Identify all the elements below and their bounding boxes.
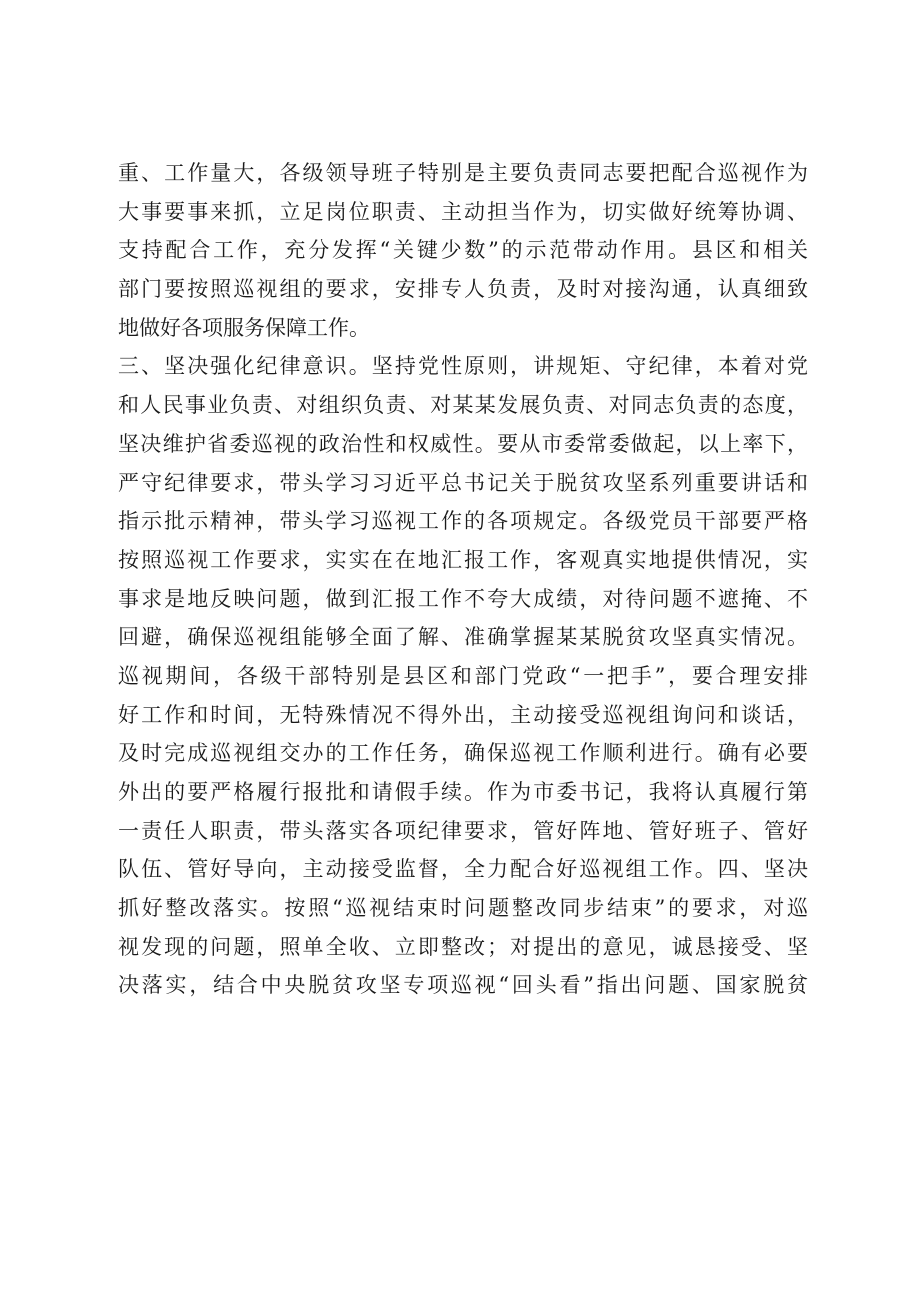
text-line: 支持配合工作，充分发挥“关键少数”的示范带动作用。县区和相关 bbox=[118, 238, 808, 263]
text-line: 及时完成巡视组交办的工作任务，确保巡视工作顺利进行。确有必要 bbox=[118, 741, 808, 766]
body-text bbox=[118, 154, 808, 1005]
text-line: 大事要事来抓，立足岗位职责、主动担当作为，切实做好统筹协调、 bbox=[118, 199, 808, 224]
text-line: 一责任人职责，带头落实各项纪律要求，管好阵地、管好班子、管好 bbox=[118, 818, 808, 843]
text-line: 地做好各项服务保障工作。 bbox=[118, 315, 370, 340]
text-line: 坚决维护省委巡视的政治性和权威性。要从市委常委做起，以上率下， bbox=[118, 431, 808, 456]
text-line: 巡视期间，各级干部特别是县区和部门党政“一把手”，要合理安排 bbox=[118, 663, 808, 688]
text-line: 指示批示精神，带头学习巡视工作的各项规定。各级党员干部要严格 bbox=[118, 509, 808, 534]
text-line: 回避，确保巡视组能够全面了解、准确掌握某某脱贫攻坚真实情况。 bbox=[118, 625, 808, 650]
text-line: 视发现的问题，照单全收、立即整改；对提出的意见，诚恳接受、坚 bbox=[118, 934, 808, 959]
text-line: 三、坚决强化纪律意识。坚持党性原则，讲规矩、守纪律，本着对党 bbox=[118, 354, 808, 379]
text-line: 抓好整改落实。按照“巡视结束时问题整改同步结束”的要求，对巡 bbox=[118, 896, 808, 921]
text-line: 好工作和时间，无特殊情况不得外出，主动接受巡视组询问和谈话， bbox=[118, 702, 808, 727]
text-line: 事求是地反映问题，做到汇报工作不夸大成绩，对待问题不遮掩、不 bbox=[118, 586, 808, 611]
text-line: 队伍、管好导向，主动接受监督，全力配合好巡视组工作。四、坚决 bbox=[118, 857, 808, 882]
text-line: 决落实，结合中央脱贫攻坚专项巡视“回头看”指出问题、国家脱贫 bbox=[118, 973, 808, 998]
text-line: 重、工作量大，各级领导班子特别是主要负责同志要把配合巡视作为 bbox=[118, 161, 808, 185]
text-line: 按照巡视工作要求，实实在在地汇报工作，客观真实地提供情况，实 bbox=[118, 547, 808, 572]
text-line: 外出的要严格履行报批和请假手续。作为市委书记，我将认真履行第 bbox=[118, 780, 808, 804]
text-line: 部门要按照巡视组的要求，安排专人负责，及时对接沟通，认真细致 bbox=[118, 277, 808, 302]
text-line: 严守纪律要求，带头学习习近平总书记关于脱贫攻坚系列重要讲话和 bbox=[118, 470, 808, 495]
text-line: 和人民事业负责、对组织负责、对某某发展负责、对同志负责的态度， bbox=[118, 393, 808, 418]
